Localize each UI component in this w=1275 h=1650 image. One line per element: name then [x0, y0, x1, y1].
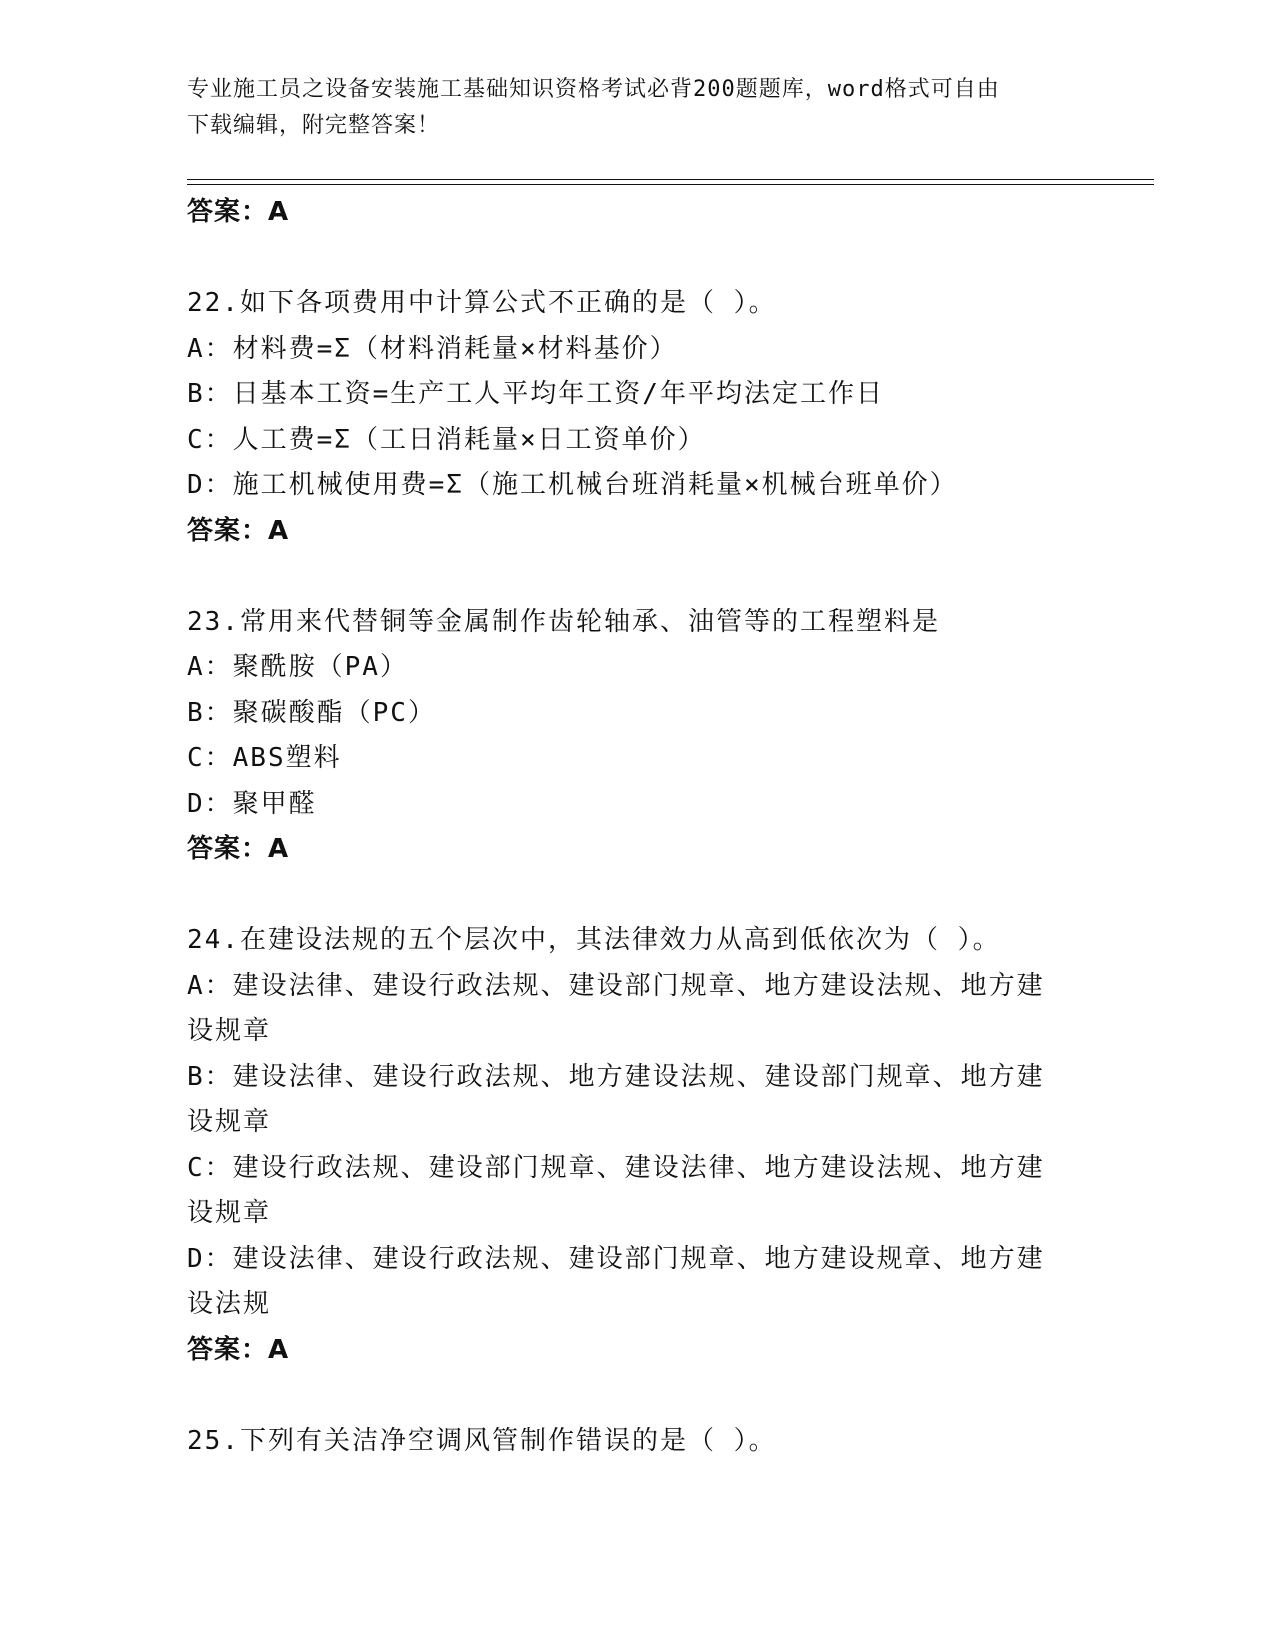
answer-22: 答案：A: [187, 515, 290, 546]
header-rule-top: [187, 179, 1154, 180]
answer-24: 答案：A: [187, 1334, 290, 1365]
question-24-option-d-line-2: 设法规: [187, 1289, 272, 1319]
question-24-option-a-line-2: 设规章: [187, 1016, 272, 1046]
question-24-option-c-line-1: C：建设行政法规、建设部门规章、建设法律、地方建设法规、地方建: [187, 1152, 1045, 1183]
question-24-option-a-line-1: A：建设法律、建设行政法规、建设部门规章、地方建设法规、地方建: [187, 970, 1045, 1001]
spacer: [187, 1373, 1087, 1419]
document-header: [187, 72, 1087, 144]
question-24-option-b-line-1: B：建设法律、建设行政法规、地方建设法规、建设部门规章、地方建: [187, 1061, 1045, 1092]
spacer: [187, 236, 1087, 282]
question-24-option-c-line-2: 设规章: [187, 1198, 272, 1228]
header-rule-bottom: [187, 184, 1154, 185]
question-23-option-b: B：聚碳酸酯（PC）: [187, 697, 436, 728]
question-25-title: 25.下列有关洁净空调风管制作错误的是（ ）。: [187, 1425, 777, 1456]
question-22-option-a: A：材料费=Σ（材料消耗量×材料基价）: [187, 333, 678, 364]
spacer: [187, 554, 1087, 600]
question-22-option-d: D：施工机械使用费=Σ（施工机械台班消耗量×机械台班单价）: [187, 470, 958, 500]
question-22-title: 22.如下各项费用中计算公式不正确的是（ ）。: [187, 288, 777, 318]
question-22-option-c: C：人工费=Σ（工日消耗量×日工资单价）: [187, 424, 706, 455]
question-22-option-b: B：日基本工资=生产工人平均年工资/年平均法定工作日: [187, 379, 884, 409]
question-24-option-d-line-1: D：建设法律、建设行政法规、建设部门规章、地方建设规章、地方建: [187, 1243, 1045, 1274]
question-23-option-c: C：ABS塑料: [187, 743, 342, 773]
question-24-title: 24.在建设法规的五个层次中，其法律效力从高到低依次为（ ）。: [187, 925, 1001, 955]
answer-21: 答案：A: [187, 197, 290, 227]
question-24-option-b-line-2: 设规章: [187, 1107, 272, 1137]
question-list: [187, 190, 1087, 1464]
header-line-2: 下载编辑，附完整答案！: [187, 113, 441, 138]
question-23-option-a: A：聚酰胺（PA）: [187, 652, 408, 682]
header-line-1: 专业施工员之设备安装施工基础知识资格考试必背200题题库，word格式可自由: [187, 77, 1000, 102]
spacer: [187, 873, 1087, 919]
answer-23: 答案：A: [187, 834, 290, 864]
question-23-title: 23.常用来代替铜等金属制作齿轮轴承、油管等的工程塑料是: [187, 606, 940, 637]
question-23-option-d: D：聚甲醛: [187, 788, 317, 819]
